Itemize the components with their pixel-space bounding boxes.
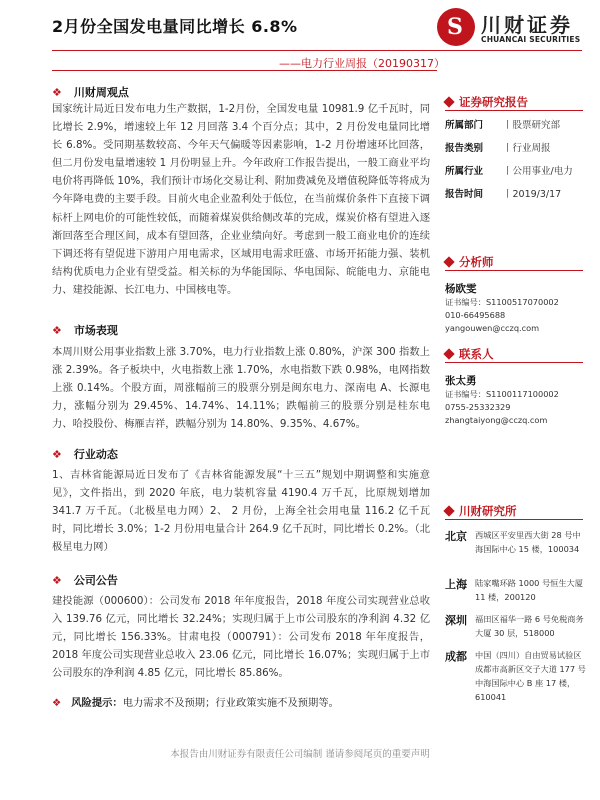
sidebar-divider	[445, 519, 583, 520]
header-divider	[52, 50, 582, 51]
analyst-name: 杨欧雯	[445, 283, 477, 295]
sidebar-heading-analyst: 分析师	[445, 254, 494, 270]
diamond-icon	[443, 256, 454, 267]
analyst-email[interactable]: yangouwen@cczq.com	[445, 323, 540, 333]
diamond-bullet-icon: ❖	[52, 574, 62, 587]
info-row-date: 报告时间 丨2019/3/17	[445, 189, 562, 200]
logo-mark-icon: S	[437, 8, 475, 46]
diamond-bullet-icon: ❖	[52, 86, 62, 99]
office-shanghai: 上海 陆家嘴环路 1000 号恒生大厦 11 楼，200120	[445, 578, 583, 602]
section-text-market: 本周川财公用事业指数上涨 3.70%，电力行业指数上涨 0.80%，沪深 300 指数上涨 2.39%。各子板块中，火电指数上涨 1.70%，水电指数下跌 0.98%，电网指数上涨 0.14%。个股方面，周涨幅前三的股票分别是闽东电力、深南电 A、长源电力，涨幅分别为 29.45%、14.74%、14.11%；跌幅前三的股票分别是桂东电力、哈投股份、梅雁吉祥，跌幅分别为 14.80%、9.35%、4.67%。	[52, 346, 430, 431]
risk-text: 电力需求不及预期；行业政策实施不及预期等。	[122, 697, 339, 709]
subtitle-divider	[52, 70, 437, 71]
section-text-view: 国家统计局近日发布电力生产数据，1-2月份，全国发电量 10981.9 亿千瓦时，同比增长 2.9%，增速较上年 12 月回落 3.4 个百分点；其中，2 月份发电量同比增长 6.8%。受同期基数较高、今年天气偏暖等因素影响，1-2 月份增速环比回落，但二月份发电量增速较 1 月份明显上升。今年政府工作报告提出，一般工商业平均电价将再降低 10%，我们预计市场化交易让利、附加费减免及增值税降低等将成为今年降电费的主要手段。目前火电企业盈利处于低位，在当前煤价条件下直接下调标杆上网电价的可能性较低，而随着煤炭供给侧改革的完成，煤炭价格有望进入逐渐回落至合理区间，成本有望回落，企业业绩向好。考虑到一般工商业电价的连续下调还将有望促进下游用户用电需求，区域用电需求旺盛、市场开拓能力强、装机结构优质电力企业有望受益。相关标的为华能国际、华电国际、皖能电力、京能电力、建投能源、长江电力、中国核电等。	[52, 103, 430, 296]
info-row-category: 报告类别 丨行业周报	[445, 143, 551, 154]
contact-phone: 0755-25332329	[445, 402, 511, 412]
office-shenzhen: 深圳 福田区福华一路 6 号免税商务大厦 30 层，518000	[445, 614, 584, 638]
contact-cert: 证书编号：S1100117100002	[445, 389, 559, 399]
sidebar-divider	[445, 110, 583, 111]
info-row-industry: 所属行业 丨公用事业/电力	[445, 166, 573, 177]
contact-email[interactable]: zhangtaiyong@cczq.com	[445, 415, 548, 425]
sidebar-heading-contact: 联系人	[445, 346, 494, 362]
section-heading-view: ❖ 川财周观点	[52, 86, 129, 99]
diamond-icon	[443, 96, 454, 107]
diamond-bullet-icon: ❖	[52, 448, 62, 461]
diamond-bullet-icon: ❖	[52, 324, 62, 337]
diamond-bullet-icon: ❖	[52, 697, 62, 709]
sidebar-heading-report: 证券研究报告	[445, 94, 528, 110]
section-heading-industry: ❖ 行业动态	[52, 448, 118, 461]
logo-english-name: CHUANCAI SECURITIES	[481, 35, 581, 44]
office-chengdu: 成都 中国（四川）自由贸易试验区成都市高新区交子大道 177 号中海国际中心 B 座 17 楼，610041	[445, 650, 586, 702]
diamond-icon	[443, 348, 454, 359]
analyst-cert: 证书编号：S1100517070002	[445, 297, 559, 307]
risk-note	[52, 694, 432, 709]
sidebar-divider	[445, 270, 583, 271]
page-footer: 本报告由川财证券有限责任公司编制 谨请参阅尾页的重要声明	[170, 749, 430, 760]
contact-name: 张太勇	[445, 375, 477, 387]
sidebar-heading-offices: 川财研究所	[445, 503, 517, 519]
diamond-icon	[443, 505, 454, 516]
section-heading-company: ❖ 公司公告	[52, 574, 118, 587]
info-row-department: 所属部门 丨股票研究部	[445, 120, 561, 131]
risk-label: 风险提示：	[71, 697, 123, 709]
section-text-industry: 1、吉林省能源局近日发布了《吉林省能源发展“十三五”规划中期调整和实施意见》，文件指出，到 2020 年底，电力装机容量 4190.4 万千瓦，比原规划增加 341.7 万千瓦。（北极星电力网）2、 2 月份，上海全社会用电量 116.2 亿千瓦时，同比增长 3.0%；1-2 月份用电量合计 264.9 亿千瓦时，同比增长 0.2%。（北极星电力网）	[52, 469, 430, 554]
section-text-company: 建投能源（000600）：公司发布 2018 年年度报告，2018 年度公司实现营业总收入 139.76 亿元，同比增长 32.24%；实现归属于上市公司股东的净利润 4.32 亿元，同比增长 156.33%。甘肃电投（000791）：公司发布 2018 年年度报告，2018 年度公司实现营业总收入 23.06 亿元，同比增长 16.07%；实现归属于上市公司股东的净利润 4.85 亿元，同比增长 85.86%。	[52, 595, 430, 680]
analyst-phone: 010-66495688	[445, 310, 506, 320]
sidebar-divider	[445, 362, 583, 363]
section-heading-market: ❖ 市场表现	[52, 324, 118, 337]
page-title: 2月份全国发电量同比增长 6.8%	[52, 17, 298, 36]
office-beijing: 北京 西城区平安里西大街 28 号中海国际中心 15 楼，100034	[445, 530, 581, 554]
logo-chinese-name: 川财证券	[481, 13, 573, 37]
report-subtitle: ——电力行业周报（20190317）	[279, 57, 445, 70]
company-logo	[437, 8, 587, 48]
